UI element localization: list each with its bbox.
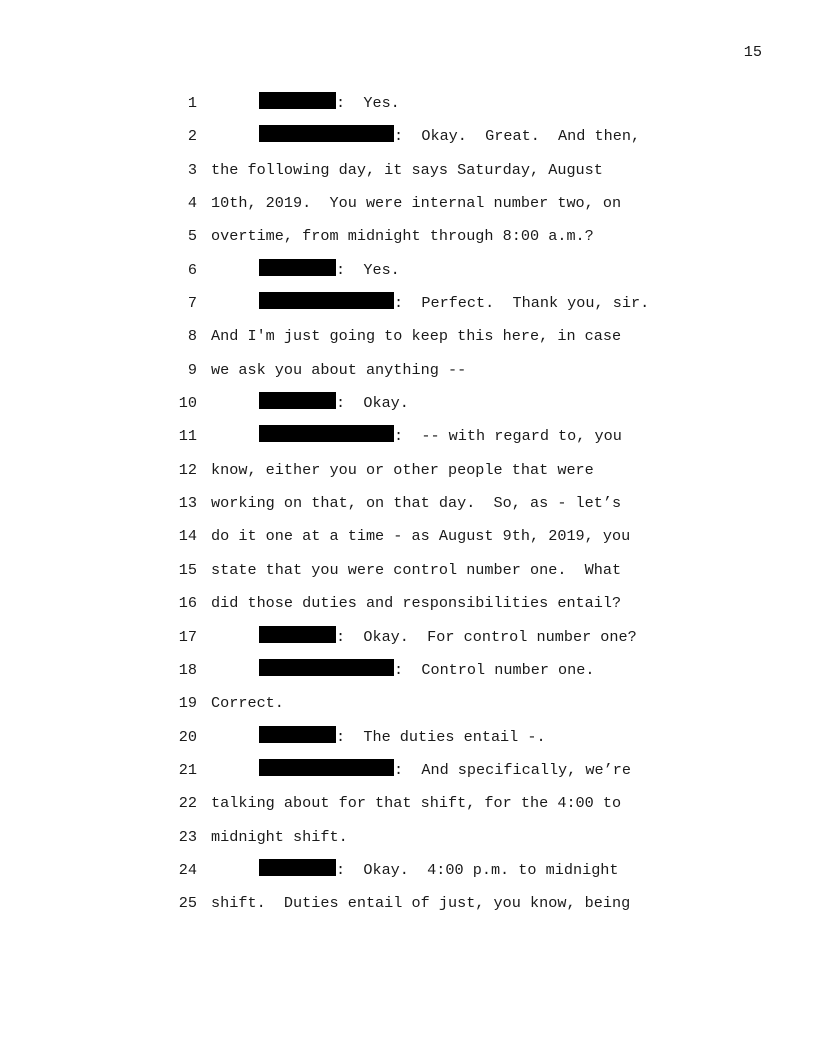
transcript-line (0, 492, 816, 525)
line-number: 8 (187, 327, 197, 346)
line-text (211, 459, 594, 481)
transcript-line (0, 159, 816, 192)
line-text (211, 359, 466, 381)
transcript-line (0, 692, 816, 725)
line-number: 12 (178, 460, 197, 479)
speaker-turn (259, 726, 546, 748)
line-text (211, 892, 630, 914)
line-text: : Control number one. (394, 660, 595, 679)
transcript-line (0, 225, 816, 258)
line-number: 24 (178, 860, 197, 879)
transcript-line (0, 292, 816, 325)
line-text (211, 792, 621, 814)
transcript-line (0, 892, 816, 925)
redacted-speaker-name (259, 759, 394, 776)
line-text (211, 159, 603, 181)
line-text: did those duties and responsibilities entail? (211, 594, 622, 613)
line-number: 1 (187, 94, 197, 112)
transcript-line (0, 192, 816, 225)
line-number: 2 (187, 127, 197, 146)
line-number: 22 (178, 794, 197, 813)
line-text (211, 525, 630, 547)
line-number: 13 (178, 494, 197, 513)
redacted-speaker-name (259, 292, 394, 309)
transcript-line (0, 325, 816, 358)
line-number: 9 (187, 360, 197, 379)
line-text: state that you were control number one. What (211, 560, 622, 579)
line-text: : The duties entail -. (336, 727, 546, 746)
line-number: 15 (178, 560, 197, 579)
line-number: 16 (178, 594, 197, 613)
redacted-speaker-name (259, 425, 394, 442)
line-number: 17 (178, 627, 197, 646)
transcript-line (0, 659, 816, 692)
line-number: 7 (187, 294, 197, 313)
line-text (211, 559, 621, 581)
speaker-turn (259, 392, 409, 414)
redacted-speaker-name (259, 92, 336, 109)
transcript-line (0, 859, 816, 892)
redacted-speaker-name (259, 659, 394, 676)
line-text (211, 492, 621, 514)
line-text: know, either you or other people that were (211, 460, 594, 479)
line-number: 25 (178, 894, 197, 913)
redacted-speaker-name (259, 859, 336, 876)
transcript-line (0, 592, 816, 625)
transcript-line (0, 726, 816, 759)
transcript-line (0, 425, 816, 458)
line-text: talking about for that shift, for the 4:00 to (211, 794, 622, 813)
redacted-speaker-name (259, 626, 336, 643)
line-text: : Okay. 4:00 p.m. to midnight (336, 860, 619, 879)
speaker-turn (259, 859, 619, 881)
transcript-line (0, 92, 816, 125)
line-number: 4 (187, 194, 197, 213)
line-text: : Okay. (336, 394, 409, 413)
line-text (211, 225, 594, 247)
line-text: And I'm just going to keep this here, in case (211, 327, 622, 346)
line-number: 21 (178, 760, 197, 779)
line-number: 23 (178, 827, 197, 846)
line-text: Correct. (211, 694, 284, 713)
speaker-turn (259, 759, 631, 781)
line-text (211, 692, 284, 714)
line-text: : Okay. For control number one? (336, 627, 637, 646)
redacted-speaker-name (259, 125, 394, 142)
line-number: 6 (187, 260, 197, 279)
transcript-line (0, 525, 816, 558)
redacted-speaker-name (259, 392, 336, 409)
transcript-line (0, 392, 816, 425)
speaker-turn (259, 92, 400, 114)
line-text: : Perfect. Thank you, sir. (394, 294, 650, 313)
line-text: : Yes. (336, 94, 400, 112)
transcript-line (0, 792, 816, 825)
line-text: : Okay. Great. And then, (394, 127, 641, 146)
transcript-line (0, 626, 816, 659)
transcript-line (0, 259, 816, 292)
transcript-line (0, 759, 816, 792)
speaker-turn (259, 125, 640, 147)
line-text: the following day, it says Saturday, August (211, 160, 603, 179)
line-number: 18 (178, 660, 197, 679)
speaker-turn (259, 425, 622, 447)
line-text (211, 592, 621, 614)
line-number: 10 (178, 394, 197, 413)
line-number: 19 (178, 694, 197, 713)
line-text: working on that, on that day. So, as - let’s (211, 494, 622, 513)
line-text: : -- with regard to, you (394, 427, 622, 446)
line-text: we ask you about anything -- (211, 360, 467, 379)
line-text (211, 192, 621, 214)
line-text: do it one at a time - as August 9th, 2019, you (211, 527, 631, 546)
line-text: 10th, 2019. You were internal number two, on (211, 194, 622, 213)
transcript-lines (0, 92, 816, 926)
redacted-speaker-name (259, 259, 336, 276)
line-text: shift. Duties entail of just, you know, being (211, 894, 631, 913)
speaker-turn (259, 259, 400, 281)
line-number: 20 (178, 727, 197, 746)
transcript-line (0, 459, 816, 492)
speaker-turn (259, 659, 595, 681)
transcript-line (0, 125, 816, 158)
line-text: : And specifically, we’re (394, 760, 631, 779)
line-text: : Yes. (336, 260, 400, 279)
line-number: 11 (178, 427, 197, 446)
line-number: 3 (187, 160, 197, 179)
speaker-turn (259, 292, 649, 314)
line-number: 14 (178, 527, 197, 546)
transcript-line (0, 559, 816, 592)
transcript-line (0, 359, 816, 392)
redacted-speaker-name (259, 726, 336, 743)
line-number: 5 (187, 227, 197, 246)
page-number: 15 (743, 43, 762, 61)
line-text (211, 826, 348, 848)
transcript-line (0, 826, 816, 859)
line-text: overtime, from midnight through 8:00 a.m.? (211, 227, 594, 246)
line-text: midnight shift. (211, 827, 348, 846)
line-text (211, 325, 621, 347)
speaker-turn (259, 626, 637, 648)
